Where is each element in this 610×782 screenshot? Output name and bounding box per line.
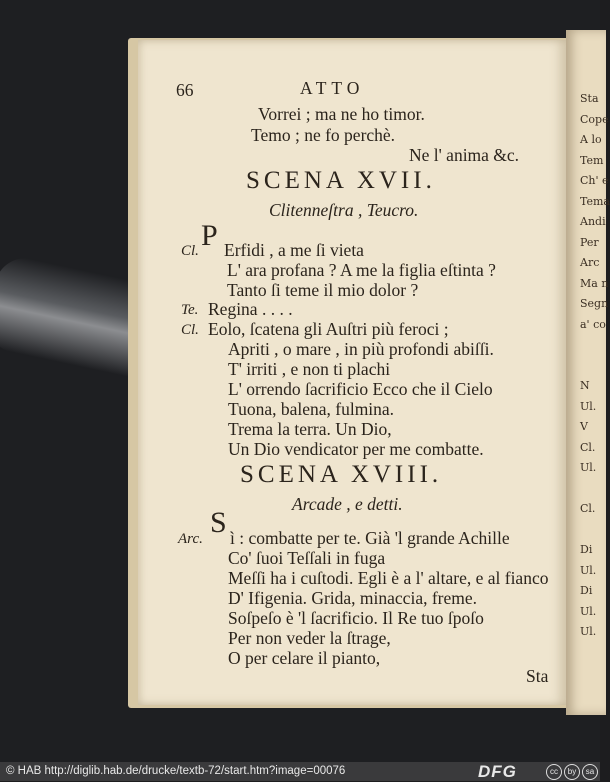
verse-line: Temo ; ne fo perchè. (251, 125, 396, 145)
facing-page-fragment: Ch' e (580, 174, 609, 187)
scene-characters: Arcade , e detti. (292, 494, 403, 514)
facing-page-fragment: Ul. (580, 604, 597, 618)
verse-line: Apriti , o mare , in più profondi abiſſi. (228, 339, 494, 359)
verse-line: Trema la terra. Un Dio, (228, 419, 392, 439)
facing-page-fragment: Cope (580, 112, 609, 126)
facing-page-fragment: Di (580, 584, 593, 597)
verse-line: T' irriti , e non ti plachi (228, 359, 391, 379)
scene-characters: Clitenneſtra , Teucro. (269, 200, 419, 220)
facing-page-fragment: Tema (580, 194, 610, 208)
verse-line: Soſpeſo è 'l ſacrificio. Il Re tuo ſpoſo (228, 608, 484, 628)
verse-line: Eolo, ſcatena gli Auſtri più feroci ; (208, 319, 449, 339)
verse-line: Tanto ſi teme il mio dolor ? (227, 280, 419, 300)
verse-line: L' ara profana ? A me la figlia eſtinta ? (227, 260, 496, 280)
facing-page-fragment: Arc (580, 256, 600, 269)
drop-initial: S (210, 506, 227, 539)
verse-line: Regina . . . . (208, 299, 293, 319)
facing-page-fragment: N (580, 379, 590, 392)
facing-page-fragment: Ma n (580, 276, 609, 290)
cc-icon: cc (546, 764, 562, 780)
scene-heading: SCENA XVIII. (240, 461, 443, 488)
catchword: Sta (526, 666, 549, 686)
verse-line: Meſſi ha i cuſtodi. Egli è a l' altare, e al fianco (228, 568, 549, 588)
facing-page-fragment: Ul. (580, 625, 597, 638)
facing-page-fragment: a' co (580, 317, 606, 331)
facing-page-fragment: Tem (580, 153, 604, 167)
running-header: ATTO (300, 78, 365, 98)
speaker-label: Te. (181, 302, 199, 318)
verse-line: D' Ifigenia. Grida, minaccia, freme. (228, 588, 478, 608)
facing-page-fragment: V (580, 420, 588, 433)
verse-line: O per celare il pianto, (228, 648, 381, 668)
facing-page-fragment: Per (580, 235, 599, 249)
facing-page-fragment: Andi (580, 215, 606, 228)
verse-line: ì : combatte per te. Già 'l grande Achille (230, 528, 510, 548)
source-link[interactable]: © HAB http://diglib.hab.de/drucke/textb-72/start.htm?image=00076 (6, 765, 346, 777)
facing-page-fragment: Sta (580, 92, 599, 105)
speaker-label: Cl. (181, 322, 199, 338)
verse-line: Per non veder la ſtrage, (228, 628, 391, 648)
footer-bar (0, 762, 600, 781)
verse-line: Erfidi , a me ſi vieta (224, 240, 364, 260)
verse-line: Co' ſuoi Teſſali in fuga (228, 548, 386, 568)
page-number: 66 (176, 80, 194, 100)
speaker-label: Cl. (181, 243, 199, 259)
drop-initial: P (201, 219, 218, 252)
verse-line: Ne l' anima &c. (409, 145, 520, 165)
facing-page-fragment: Cl. (580, 502, 596, 515)
verse-line: Vorrei ; ma ne ho timor. (258, 104, 425, 124)
facing-page-fragment: Segn (580, 297, 609, 310)
book-page (138, 40, 566, 705)
verse-line: Un Dio vendicator per me combatte. (228, 439, 484, 459)
dfg-logo: DFG (478, 762, 517, 781)
facing-page-fragment: Di (580, 543, 593, 556)
by-icon: by (564, 764, 580, 780)
facing-page-fragment: Ul. (580, 563, 597, 577)
sa-icon: sa (582, 764, 598, 780)
scene-heading: SCENA XVII. (246, 167, 436, 194)
verse-line: Tuona, balena, fulmina. (228, 399, 395, 419)
facing-page-fragment: A lo (580, 133, 602, 146)
facing-page-fragment: Cl. (580, 440, 596, 454)
facing-page (566, 30, 610, 715)
license-icons[interactable] (546, 764, 598, 780)
speaker-label: Arc. (178, 531, 203, 547)
facing-page-fragment: Ul. (580, 399, 597, 413)
verse-line: L' orrendo ſacrificio Ecco che il Cielo (228, 379, 493, 399)
facing-page-fragment: Ul. (580, 461, 597, 474)
